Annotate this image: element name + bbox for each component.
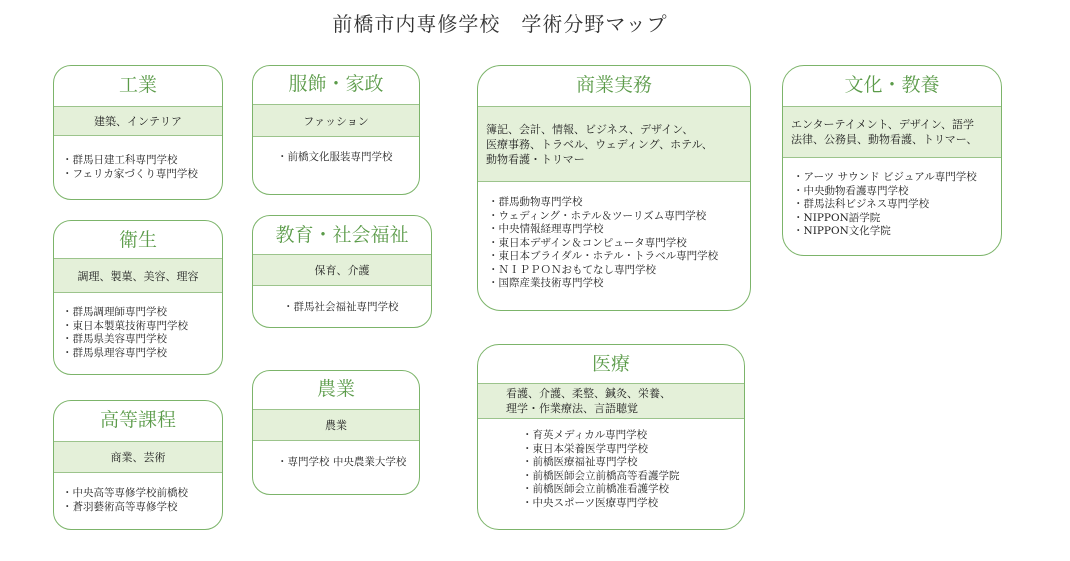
field-box-koto [53,400,223,530]
page-title: 前橋市内専修学校 学術分野マップ [332,12,668,36]
field-subjects: 看護、介護、柔整、鍼灸、栄養、 理学・作業療法、言語聴覚 [506,387,671,415]
school-item: ・ 群馬日建工科専門学校 [62,154,198,168]
school-list [488,196,718,291]
school-item: ・ 育英メディカル専門学校 [522,429,680,443]
school-item: ・ 東日本ブライダル・ホテル・トラベル専門学校 [488,250,718,264]
field-title: 農業 [316,378,355,400]
school-item: ・ 蒼羽藝術高等専修学校 [62,501,188,515]
field-subjects: 保育、介護 [314,264,370,277]
school-item: ・ 中央動物看護専門学校 [793,185,977,199]
school-item: ・ 群馬社会福祉専門学校 [283,301,399,315]
field-box-bunka [782,65,1002,256]
field-subjects: 農業 [325,419,347,432]
school-item: ・ 中央スポーツ医療専門学校 [522,497,680,511]
school-list [522,429,680,510]
school-item: ・ NIPPON文化学院 [793,225,977,239]
field-subjects-band [253,409,419,441]
field-subjects-band [783,106,1001,158]
field-title: 衛生 [118,229,157,251]
field-subjects: ファッション [303,114,369,128]
field-subjects-band [253,104,419,137]
field-title: 商業実務 [575,74,652,96]
school-item: ・ 前橋医師会立前橋高等看護学院 [522,470,680,484]
school-list [62,154,198,181]
field-box-kyoiku [252,215,432,328]
field-subjects-band [54,106,222,136]
school-item: ・ 群馬調理師専門学校 [62,306,188,320]
field-box-eisei [53,220,223,375]
school-item: ・ 群馬県美容専門学校 [62,333,188,347]
field-subjects: 建築、インテリア [94,115,182,128]
field-subjects-band [54,258,222,293]
field-title: 服飾・家政 [288,73,384,95]
school-item: ・ ウェディング・ホテル＆ツーリズム専門学校 [488,210,718,224]
field-subjects: 商業、芸術 [110,451,166,464]
school-list [283,301,399,315]
field-subjects-band [54,441,222,473]
field-subjects-band [478,106,750,182]
field-subjects-band [253,254,431,286]
school-item: ・ 前橋医師会立前橋准看護学校 [522,483,680,497]
school-item: ・ 専門学校 中央農業大学校 [277,456,406,470]
field-title: 文化・教養 [844,74,940,96]
school-item: ・ 前橋医療福祉専門学校 [522,456,680,470]
school-item: ・ 東日本製菓技術専門学校 [62,320,188,334]
school-item: ・ アーツ サウンド ビジュアル専門学校 [793,171,977,185]
school-item: ・ フェリカ家づくり専門学校 [62,168,198,182]
field-subjects-band [478,383,744,419]
school-item: ・ 中央情報経理専門学校 [488,223,718,237]
school-item: ・ 中央高等専修学校前橋校 [62,487,188,501]
school-list [793,171,977,239]
field-subjects: 調理、製菓、美容、理容 [77,269,199,283]
field-box-fukushoku [252,65,420,195]
school-item: ・ 群馬県理容専門学校 [62,347,188,361]
school-list [277,456,406,470]
field-title: 高等課程 [99,409,176,431]
field-title: 医療 [591,353,630,375]
school-list [277,151,393,165]
field-title: 教育・社会福祉 [275,224,409,246]
school-item: ・ 群馬動物専門学校 [488,196,718,210]
school-item: ・ 群馬法科ビジネス専門学校 [793,198,977,212]
school-item: ・ 東日本デザイン＆コンピュータ専門学校 [488,237,718,251]
school-item: ・ ＮＩＰＰＯＮおもてなし専門学校 [488,264,718,278]
school-list [62,487,188,514]
field-box-nogyo [252,370,420,495]
field-box-shogyo [477,65,751,311]
field-subjects: エンターテイメント、デザイン、語学 法律、公務員、動物看護、トリマー、 [791,118,978,146]
field-title: 工業 [118,74,157,96]
school-item: ・ NIPPON語学院 [793,212,977,226]
field-subjects: 簿記、会計、情報、ビジネス、デザイン、 医療事務、トラベル、ウェディング、ホテル、 動物看護・トリマー [486,122,713,166]
school-list [62,306,188,360]
school-item: ・ 東日本栄養医学専門学校 [522,443,680,457]
field-box-iryo [477,344,745,530]
school-item: ・ 前橋文化服装専門学校 [277,151,393,165]
field-box-kogyo [53,65,223,200]
school-item: ・ 国際産業技術専門学校 [488,277,718,291]
